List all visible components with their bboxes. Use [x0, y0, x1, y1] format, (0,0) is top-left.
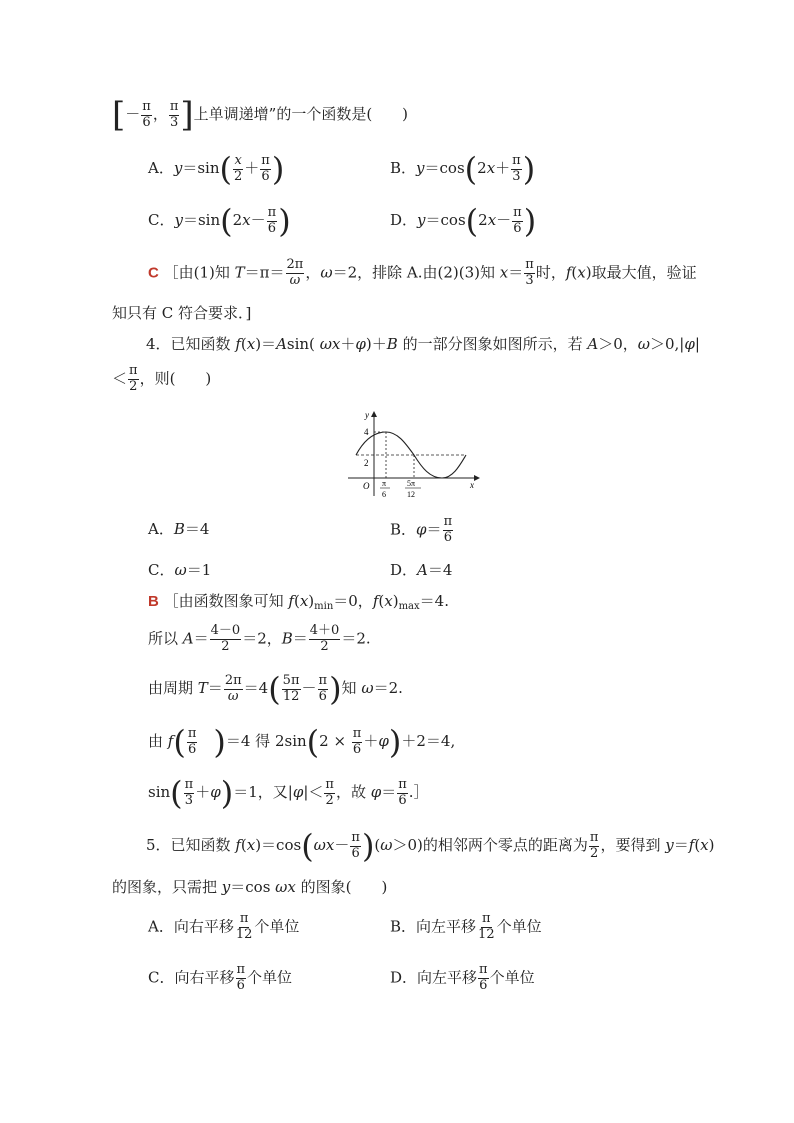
- q3-option-d: D．y＝cos(2x－ $\frac{\pi}{6}$ ): [390, 202, 537, 240]
- y-tick-2: 2: [364, 458, 369, 468]
- y-axis-label: y: [365, 410, 369, 420]
- q4-function-graph: [346, 408, 482, 500]
- y-tick-4: 4: [364, 427, 369, 437]
- q3-explanation-line-2: 知只有 C 符合要求．]: [112, 304, 252, 322]
- x-tick-5pi-12-den: 12: [407, 490, 415, 499]
- q5-option-b: B．向左平移 $\frac{\pi}{12}$ 个单位: [390, 911, 542, 942]
- q5-stem-line-1: 5．已知函数 f(x)＝cos(ωx－ $\frac{\pi}{6}$ )(ω＞0)的相邻两个零点的距离为 $\frac{\pi}{2}$ ，要得到 y＝f(x): [146, 827, 715, 865]
- q4-answer: B: [148, 593, 159, 610]
- q4-option-c: C．ω＝1: [148, 561, 212, 579]
- q4-option-b: B．φ＝ $\frac{\pi}{6}$: [390, 514, 453, 545]
- q4-explanation-line-5: sin( $\frac{\pi}{3}$ ＋φ)＝1，又|φ|＜ $\frac{\pi}{2}$ ，故 φ＝ $\frac{\pi}{6}$ .］: [148, 774, 429, 812]
- q3-stem-tail: 上单调递增”的一个函数是( ): [193, 105, 409, 123]
- q5-option-a: A．向右平移 $\frac{\pi}{12}$ 个单位: [148, 911, 300, 942]
- q4-explanation-line-3: 由周期 T＝ $\frac{2\pi}{\omega}$ ＝4( $\frac{5\pi}{12}$ － $\frac{\pi}{6}$ )知 ω＝2.: [148, 670, 403, 708]
- q3-stem-tail-line: [－ $\frac{\pi}{6}$ ， $\frac{\pi}{3}$ ]上单调递增”的一个函数是( ): [112, 95, 409, 135]
- y-axis-arrow: [371, 411, 377, 417]
- x-tick-pi-6-num: π: [382, 479, 387, 488]
- q5-option-d: D．向左平移 $\frac{\pi}{6}$ 个单位: [390, 962, 535, 993]
- q4-stem-line-1: 4．已知函数 f(x)＝Asin( ωx＋φ)＋B 的一部分图象如图所示，若 A＞0，ω＞0,|φ|: [146, 335, 700, 353]
- q4-explanation-line-2: 所以 A＝ $\frac{4-0}{2}$ ＝2，B＝ $\frac{4+0}{2}$ ＝2.: [148, 623, 371, 654]
- q4-option-a: A．B＝4: [148, 520, 210, 538]
- q4-explanation-line-1: B ［由函数图象可知 $f(x)_{min}=0$，$f(x)_{max}=4$.: [148, 592, 449, 612]
- q3-answer: C: [148, 264, 159, 282]
- q3-option-b: B．y＝cos(2x＋ $\frac{\pi}{3}$ ): [390, 150, 536, 188]
- x-tick-pi-6-den: 6: [382, 490, 386, 499]
- q4-option-d: D．A＝4: [390, 561, 453, 579]
- q3-option-c: C．y＝sin(2x－ $\frac{\pi}{6}$ ): [148, 202, 291, 240]
- q4-explanation-line-4: 由 f( $\frac{\pi}{6}$ )＝4 得 2sin(2 × $\frac{\pi}{6}$ ＋φ)＋2＝4,: [148, 723, 456, 761]
- x-axis-label: x: [470, 480, 474, 490]
- origin-label: O: [363, 481, 370, 491]
- q4-stem-line-2: ＜ $\frac{\pi}{2}$ ，则( ): [112, 363, 212, 394]
- q3-option-a: A．y＝sin( $\frac{x}{2}$ ＋ $\frac{\pi}{6}$ ): [148, 150, 285, 188]
- x-axis-arrow: [474, 475, 480, 481]
- x-tick-5pi-12-num: 5π: [407, 479, 416, 488]
- q5-option-c: C．向右平移 $\frac{\pi}{6}$ 个单位: [148, 962, 293, 993]
- q5-stem-line-2: 的图象，只需把 y＝cos ωx 的图象( ): [112, 878, 388, 896]
- q3-explanation-line-1: C ［由(1)知 T＝π＝ $\frac{2\pi}{\omega}$ ，ω＝2，排除 A.由(2)(3)知 x＝ $\frac{\pi}{3}$ 时，f(x)取最大值，验证: [148, 257, 697, 288]
